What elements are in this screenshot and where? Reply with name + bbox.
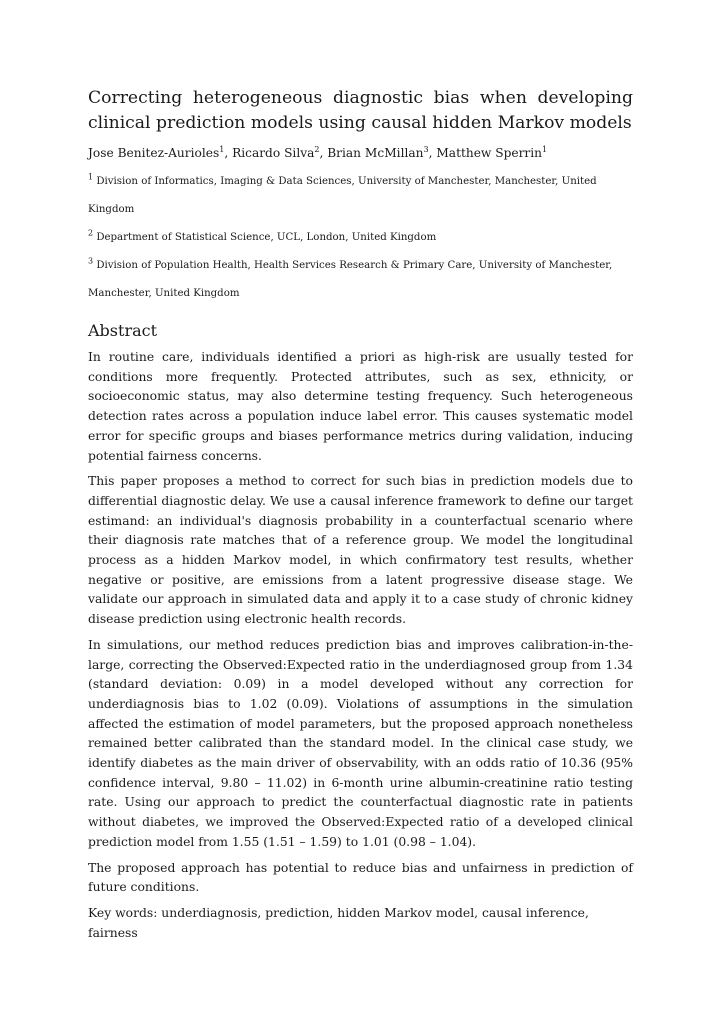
paper-page	[88, 86, 633, 943]
affiliation-mark: 2	[314, 144, 320, 154]
affiliation-mark: 3	[88, 256, 94, 266]
affiliation	[88, 280, 633, 308]
affiliation-text: Manchester, United Kingdom	[88, 288, 240, 299]
affiliation-mark: 1	[219, 144, 225, 154]
affiliation-text: Division of Informatics, Imaging & Data Sciences, University of Manchester, Manchester, United Kingdom	[88, 176, 597, 215]
affiliation-text: Division of Population Health, Health Services Research & Primary Care, University of Manchester,	[96, 260, 613, 271]
author-name: Matthew Sperrin	[436, 146, 542, 160]
affiliation	[88, 224, 633, 252]
affiliation-mark: 3	[423, 144, 429, 154]
author-name: Brian McMillan	[327, 146, 424, 160]
abstract-paragraph: In simulations, our method reduces prediction bias and improves calibration-in-the-large, correcting the Observed:Expected ratio in the underdiagnosed group from 1.34 (standard deviation: 0.09) in a model developed without any correction for underdiagnosis bias to 1.02 (0.09). Violations of assumptions in the simulation affected the estimation of model parameters, but the proposed approach nonetheless remained better calibrated than the standard model. In the clinical case study, we identify diabetes as the main driver of observability, with an odds ratio of 10.36 (95% confidence interval, 9.80 – 11.02) in 6-month urine albumin-creatinine ratio testing rate. Using our approach to predict the counterfactual diagnostic rate in patients without diabetes, we improved the Observed:Expected ratio of a developed clinical prediction model from 1.55 (1.51 – 1.59) to 1.01 (0.98 – 1.04).	[88, 637, 633, 849]
author-name: Jose Benitez-Aurioles	[88, 146, 220, 160]
affiliation-mark: 2	[88, 228, 94, 238]
abstract-paragraph: In routine care, individuals identified a priori as high-risk are usually tested for conditions more frequently. Protected attributes, such as sex, ethnicity, or socioeconomic status, may also determine testing frequency. Such heterogeneous detection rates across a population induce label error. This causes systematic model error for specific groups and biases performance metrics during validation, inducing potential fairness concerns.	[88, 350, 633, 463]
paper-title: Correcting heterogeneous diagnostic bias when developing clinical prediction models using causal hidden Markov models	[88, 88, 633, 133]
keywords: Key words: underdiagnosis, prediction, hidden Markov model, causal inference, fairness	[88, 905, 589, 940]
abstract-paragraph: The proposed approach has potential to reduce bias and unfairness in prediction of future conditions.	[88, 860, 633, 895]
affiliation	[88, 252, 633, 280]
abstract-heading: Abstract	[88, 321, 158, 340]
affiliation-mark: 1	[88, 172, 94, 182]
affiliation-text: Department of Statistical Science, UCL, London, United Kingdom	[96, 232, 437, 243]
author-list: Jose Benitez-Aurioles$^1$, Ricardo Silva$^2$, Brian McMillan$^3$, Matthew Sperrin$^1$	[88, 144, 548, 160]
affiliation-mark: 1	[542, 144, 548, 154]
affiliation	[88, 168, 633, 224]
author-name: Ricardo Silva	[232, 146, 315, 160]
abstract-paragraph: This paper proposes a method to correct for such bias in prediction models due to differential diagnostic delay. We use a causal inference framework to define our target estimand: an individual's diagnosis probability in a counterfactual scenario where their diagnosis rate matches that of a reference group. We model the longitudinal process as a hidden Markov model, in which confirmatory test results, whether negative or positive, are emissions from a latent progressive disease stage. We validate our approach in simulated data and apply it to a case study of chronic kidney disease prediction using electronic health records.	[88, 474, 633, 627]
